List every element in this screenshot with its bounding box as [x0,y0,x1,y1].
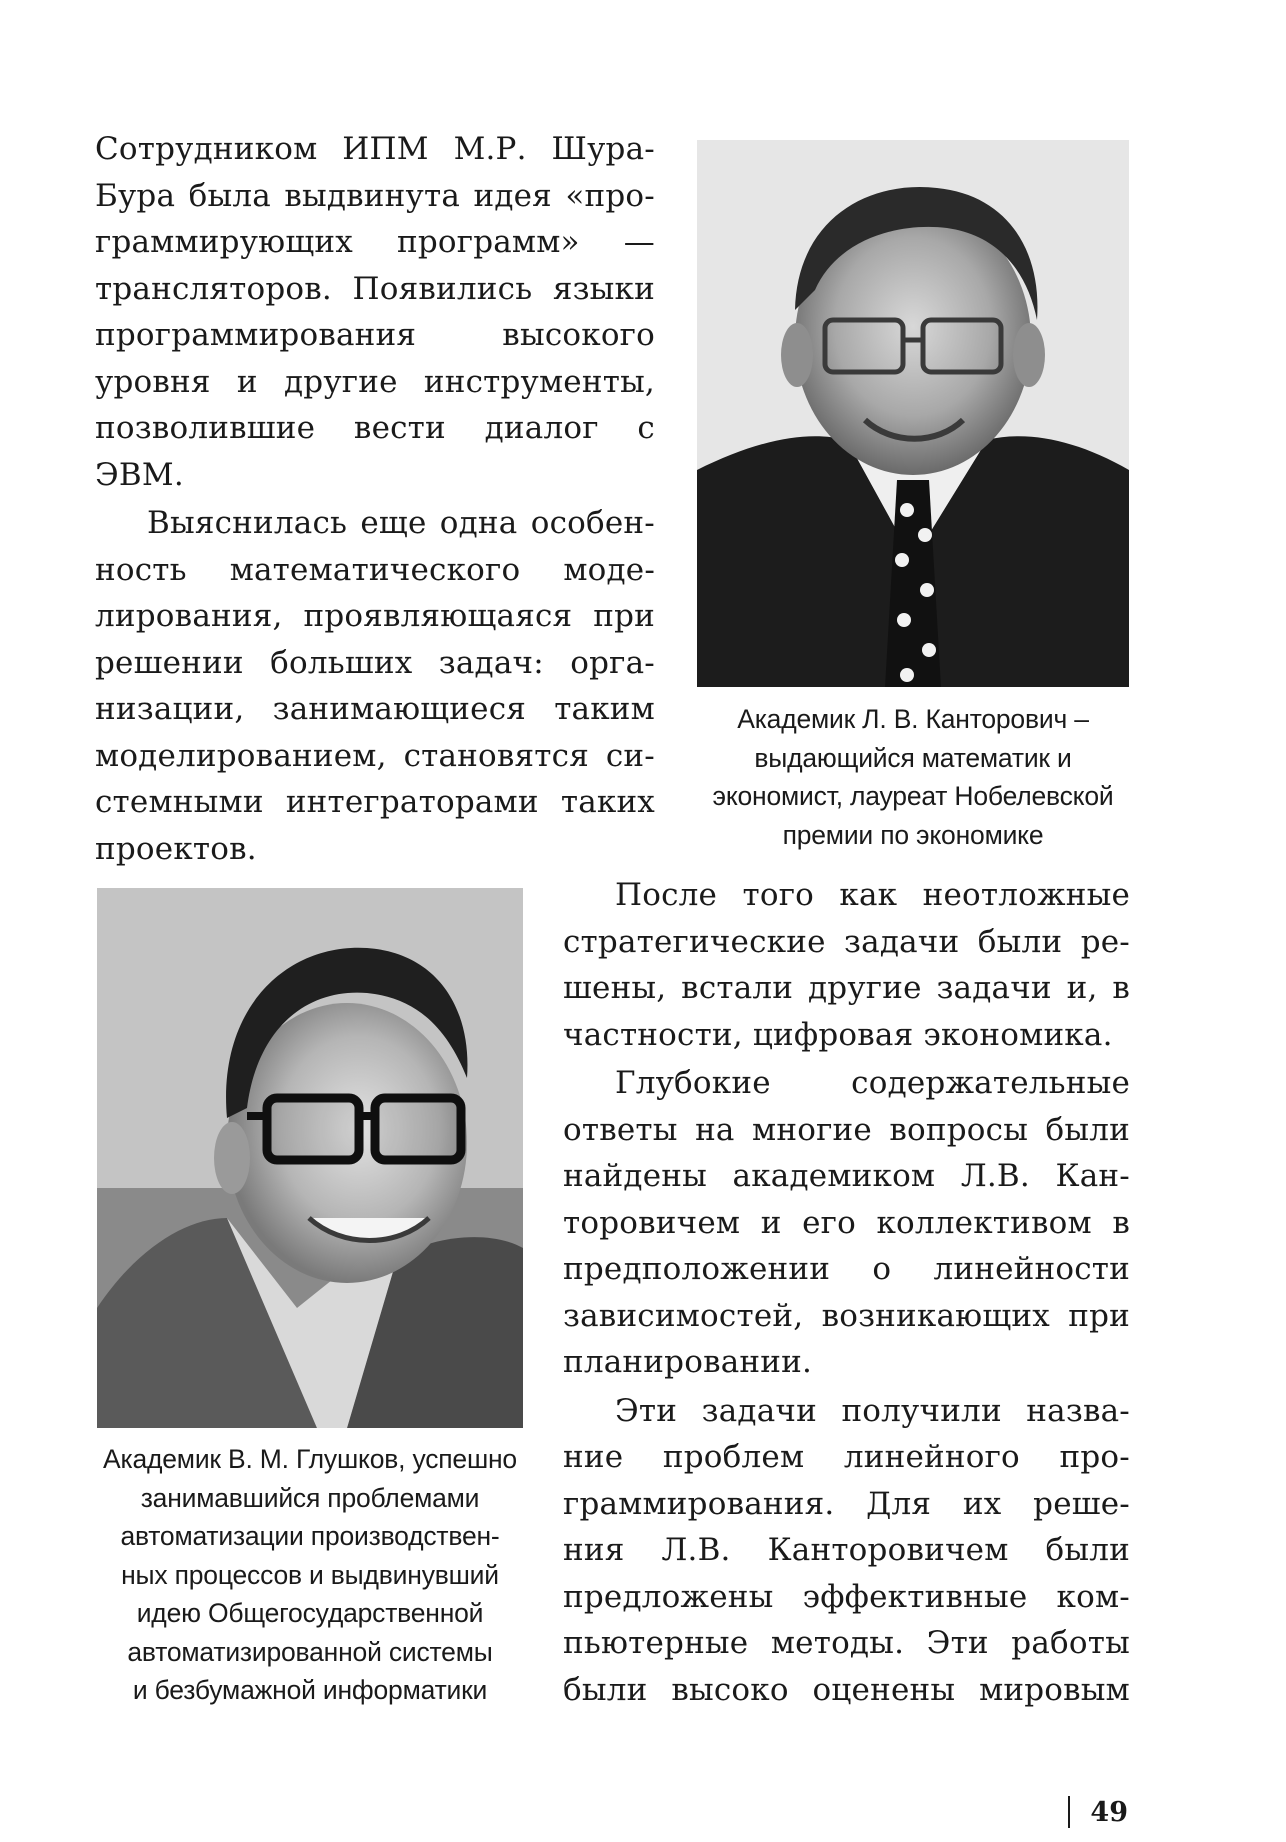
word: в [1112,970,1130,1006]
caption-glushkov [80,1440,540,1710]
word: задач: [438,644,544,681]
word: выдвинута [284,177,461,214]
word: были [1045,1532,1130,1568]
text-line [95,779,655,826]
word: была [188,177,271,214]
portrait-kantorovich-image [697,140,1129,687]
word: про- [1059,1439,1130,1475]
text-line: ЭВМ. [95,456,184,493]
text-line [563,919,1130,966]
text-line [95,500,655,547]
caption-line: идею Общегосударственной [136,1598,484,1628]
text-line [95,547,655,594]
text-line [563,965,1130,1012]
word: трансляторов. [95,270,332,307]
word: языки [552,270,655,307]
word: их [962,1485,1002,1522]
word: найдены [563,1158,707,1194]
word: при [1068,1297,1130,1334]
footer-divider [1068,1796,1070,1828]
word: методы. [770,1625,905,1661]
paragraph-kantorovich-answers [563,1060,1130,1386]
word: многие [752,1111,872,1148]
word: ние [563,1439,624,1475]
word: получили [841,1392,1002,1429]
word: назва- [1026,1392,1130,1429]
word: таких [560,784,655,820]
word: решении [95,644,244,681]
word: орга- [570,644,655,681]
word: о [872,1251,892,1287]
word: — [623,224,655,260]
word: После [615,877,718,913]
text-line [563,1574,1130,1621]
word: стратегические [563,923,826,960]
word: Л.В. [661,1532,731,1568]
text-line [95,126,655,173]
text-line [563,1060,1130,1107]
word: Сотрудником [95,131,318,167]
text-line [563,1246,1130,1293]
word: предложены [563,1578,774,1615]
text-line [563,1481,1130,1528]
word: «про- [565,177,655,214]
caption-line: ных процессов и выдвинувший [121,1559,499,1590]
word: эффективные [802,1578,1028,1615]
caption-line: автоматизации производствен- [120,1521,500,1551]
word: Л.В. [960,1158,1030,1194]
word: моделированием, [95,737,387,774]
word: задачи [936,970,1052,1006]
page-footer [1068,1796,1128,1828]
word: как [839,877,898,913]
photo-glushkov [97,888,523,1428]
word: встали [681,970,794,1006]
word: Канторовичем [767,1532,1009,1568]
word: диалог [484,410,599,446]
caption-line: выдающийся математик и [754,742,1072,773]
caption-line: и безбумажной информатики [132,1675,488,1705]
text-line [95,405,655,452]
word: уровня [95,363,211,400]
text-line [95,686,655,733]
word: Шура- [551,131,655,167]
word: Эти [926,1625,989,1661]
word: оценены [812,1671,956,1708]
word: того [742,877,815,913]
caption-line: экономист, лауреат Нобелевской [712,781,1114,811]
word: Для [866,1485,932,1522]
text-line [563,1388,1130,1435]
word: с [637,410,655,446]
word: Эти [615,1392,678,1429]
text-line [95,359,655,406]
word: линейности [933,1251,1130,1287]
word: ком- [1056,1578,1130,1615]
caption-kantorovich [690,700,1136,854]
word: были [1045,1111,1130,1148]
word: были [977,923,1063,960]
word: торовичем [563,1204,741,1241]
word: на [695,1111,735,1148]
word: низации, [95,691,245,727]
word: математического [229,551,521,588]
text-line [563,1434,1130,1481]
word: проблем [662,1439,805,1475]
word: его [802,1204,856,1241]
word: инструменты, [423,363,655,400]
word: и [236,363,258,400]
word: занимающиеся [272,691,527,727]
word: предположении [563,1251,831,1287]
word: задачи [844,923,960,960]
caption-line: занимавшийся проблемами [140,1482,480,1513]
paragraph-translators [95,126,655,498]
word: неотложные [922,877,1130,913]
word: одна [439,505,518,541]
word: другие [808,970,922,1006]
caption-line: Академик В. М. Глушков, успешно [103,1444,517,1474]
page-number: 49 [1090,1796,1128,1828]
portrait-glushkov-image [97,888,523,1428]
text-line: частности, цифровая экономика. [563,1016,1113,1053]
text-line [95,312,655,359]
paragraph-linear-programming [563,1388,1130,1714]
text-line [563,1153,1130,1200]
text-line [95,219,655,266]
word: позволившие [95,410,316,446]
word: ния [563,1532,625,1568]
word: реше- [1033,1485,1130,1522]
word: высоко [671,1671,789,1708]
word: еще [360,505,427,541]
paragraph-digital-economy [563,872,1130,1058]
text-column-top-left [95,126,655,872]
word: задачи [701,1392,817,1429]
text-line [95,266,655,313]
word: другие [284,363,398,400]
word: зависимостей, [563,1297,804,1334]
word: Бура [95,177,176,214]
word: линейного [843,1439,1020,1475]
word: ответы [563,1111,678,1148]
text-line: проектов. [95,830,257,867]
word: пьютерные [563,1625,749,1661]
text-column-bottom-right [563,872,1130,1713]
word: Глубокие [615,1065,771,1101]
word: лирования, [95,598,283,634]
word: больших [270,644,413,681]
word: ИПМ [342,131,429,167]
word: становятся [403,737,589,774]
word: Появились [352,270,533,307]
word: программ» [396,224,580,260]
word: при [593,598,655,634]
word: содержательные [851,1065,1130,1101]
text-line [563,1620,1130,1667]
word: граммирования. [563,1485,835,1522]
word: стемными [95,784,264,820]
word: вопросы [889,1111,1029,1148]
text-line [95,733,655,780]
text-line [95,173,655,220]
word: си- [605,737,655,774]
word: шены, [563,970,667,1006]
caption-line: премии по экономике [782,819,1044,850]
caption-line: Академик Л. В. Канторович – [737,704,1089,734]
word: и [760,1204,782,1241]
word: работы [1011,1625,1130,1661]
text-line [563,1527,1130,1574]
word: в [1112,1204,1130,1241]
word: коллективом [876,1204,1092,1241]
caption-line: автоматизированной системы [127,1636,493,1667]
word: таким [554,691,655,727]
word: возникающих [821,1297,1050,1334]
word: ре- [1080,923,1130,960]
text-line [563,1200,1130,1247]
word: Выяснилась [147,505,348,541]
text-line [563,1107,1130,1154]
text-line: планировании. [563,1344,813,1380]
word: Кан- [1055,1158,1130,1194]
word: проявляющаяся [303,598,573,634]
paragraph-modeling [95,500,655,872]
word: идея [473,177,552,214]
word: ность [95,551,187,588]
word: академиком [732,1158,936,1194]
text-line [95,593,655,640]
word: моде- [563,551,655,588]
text-line [563,1293,1130,1340]
text-line [563,872,1130,919]
word: высокого [502,317,655,353]
text-line [563,1667,1130,1714]
photo-kantorovich [697,140,1129,687]
word: граммирующих [95,224,353,260]
word: особен- [530,505,655,541]
word: и, [1066,970,1098,1006]
word: М.Р. [453,131,527,167]
word: мировым [979,1671,1130,1708]
word: были [563,1671,648,1708]
word: вести [353,410,446,446]
text-line [95,640,655,687]
word: интеграторами [285,784,539,820]
word: программирования [95,317,417,353]
